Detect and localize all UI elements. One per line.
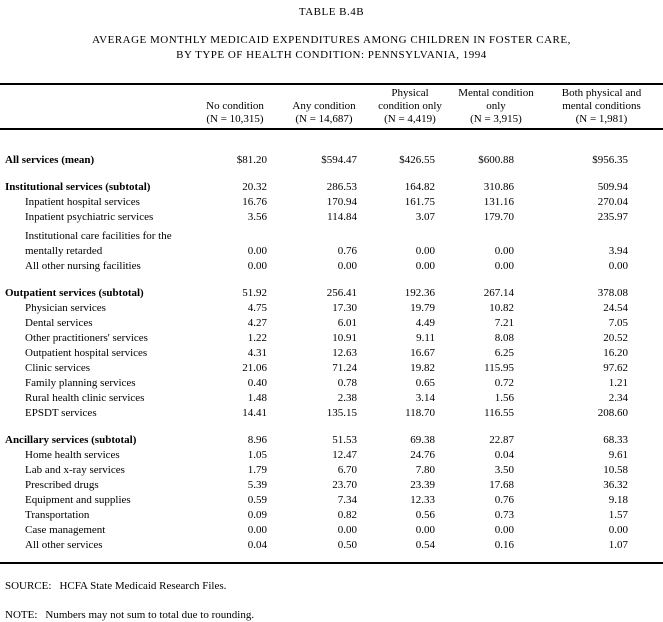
source-footnote — [5, 579, 663, 594]
cell-value: 12.63 — [332, 347, 357, 359]
row-label: All other nursing facilities — [25, 260, 141, 272]
row-label: EPSDT services — [25, 407, 97, 419]
cell-value: 114.84 — [327, 211, 357, 223]
cell-value: 4.27 — [247, 317, 267, 329]
table-subtitle — [0, 33, 663, 62]
row-label: Outpatient services (subtotal) — [5, 287, 144, 299]
cell-value: 170.94 — [326, 196, 357, 208]
table-title: TABLE B.4B — [298, 6, 365, 18]
source-label: SOURCE: — [5, 580, 52, 592]
cell-value: 0.00 — [494, 524, 514, 536]
cell-value: 4.49 — [415, 317, 435, 329]
cell-value: 19.82 — [410, 362, 435, 374]
table-row — [0, 391, 663, 406]
column-header-line: (N = 1,981) — [575, 113, 628, 125]
row-label: Other practitioners' services — [25, 332, 148, 344]
cell-value: 164.82 — [404, 181, 435, 193]
cell-value: 10.82 — [489, 302, 514, 314]
cell-value: $426.55 — [399, 154, 435, 166]
cell-value: 161.75 — [404, 196, 435, 208]
row-label: Ancillary services (subtotal) — [5, 434, 137, 446]
table-row — [0, 153, 663, 168]
table-row — [0, 195, 663, 210]
cell-value: 17.30 — [332, 302, 357, 314]
cell-value: 24.76 — [410, 449, 435, 461]
cell-value: 7.34 — [337, 494, 357, 506]
row-label: Inpatient psychiatric services — [25, 211, 154, 223]
row-label: Institutional services (subtotal) — [5, 181, 151, 193]
column-header-line: (N = 14,687) — [295, 113, 353, 125]
cell-value: 0.00 — [608, 260, 628, 272]
cell-value: 9.11 — [416, 332, 435, 344]
table-row — [0, 463, 663, 478]
table-header — [0, 83, 663, 130]
cell-value: 256.41 — [326, 287, 357, 299]
cell-value: 16.20 — [603, 347, 628, 359]
note-text: Numbers may not sum to total due to rounding. — [45, 609, 255, 621]
note-label: NOTE: — [5, 609, 38, 621]
row-label: Prescribed drugs — [25, 479, 99, 491]
cell-value: 17.68 — [489, 479, 514, 491]
cell-value: 51.53 — [332, 434, 357, 446]
table-row — [0, 508, 663, 523]
table-row — [0, 229, 663, 259]
row-label: Lab and x-ray services — [25, 464, 125, 476]
table-row — [0, 210, 663, 225]
table-header-row — [0, 87, 663, 126]
cell-value: 9.18 — [608, 494, 628, 506]
cell-value: 6.01 — [337, 317, 357, 329]
cell-value: 36.32 — [603, 479, 628, 491]
table-row — [0, 301, 663, 316]
column-header-line: (N = 3,915) — [470, 113, 522, 125]
cell-value: 0.04 — [247, 539, 267, 551]
cell-value: 24.54 — [603, 302, 628, 314]
cell-value: 7.05 — [608, 317, 628, 329]
cell-value: 3.14 — [415, 392, 435, 404]
column-header-line: Any condition — [292, 100, 356, 112]
table-row — [0, 376, 663, 391]
cell-value: 0.00 — [247, 524, 267, 536]
table-row — [0, 259, 663, 274]
cell-value: 20.52 — [603, 332, 628, 344]
cell-value: 10.58 — [603, 464, 628, 476]
cell-value: 0.00 — [415, 524, 435, 536]
cell-value: $600.88 — [478, 154, 514, 166]
table-row — [0, 448, 663, 463]
column-header-line: (N = 10,315) — [206, 113, 264, 125]
row-label: All other services — [25, 539, 103, 551]
cell-value: 0.54 — [415, 539, 435, 551]
column-header-line: No condition — [206, 100, 264, 112]
cell-value: 0.40 — [247, 377, 267, 389]
cell-value: 4.75 — [247, 302, 267, 314]
cell-value: 0.09 — [247, 509, 267, 521]
cell-value: 1.07 — [608, 539, 628, 551]
column-header-line: Physical — [391, 87, 429, 99]
table-row — [0, 361, 663, 376]
cell-value: 267.14 — [483, 287, 514, 299]
cell-value: 115.95 — [484, 362, 514, 374]
cell-value: 1.22 — [247, 332, 267, 344]
column-header-line: condition only — [378, 100, 442, 112]
cell-value: 0.00 — [415, 245, 435, 257]
column-header-mental-only — [452, 87, 540, 126]
row-label: Inpatient hospital services — [25, 196, 140, 208]
cell-value: 0.00 — [337, 260, 357, 272]
cell-value: 23.70 — [332, 479, 357, 491]
cell-value: 0.82 — [337, 509, 357, 521]
cell-value: 1.56 — [494, 392, 514, 404]
cell-value: 0.56 — [415, 509, 435, 521]
cell-value: 2.38 — [337, 392, 357, 404]
cell-value: 286.53 — [326, 181, 357, 193]
cell-value: 3.94 — [608, 245, 628, 257]
table-row — [0, 180, 663, 195]
cell-value: 118.70 — [405, 407, 435, 419]
table-row — [0, 331, 663, 346]
column-header-line: mental conditions — [562, 100, 641, 112]
table-row — [0, 493, 663, 508]
cell-value: 21.06 — [242, 362, 267, 374]
row-label: Case management — [25, 524, 106, 536]
cell-value: 51.92 — [242, 287, 267, 299]
cell-value: 20.32 — [242, 181, 267, 193]
table-row — [0, 523, 663, 538]
cell-value: 0.59 — [247, 494, 267, 506]
cell-value: 135.15 — [326, 407, 357, 419]
cell-value: 0.76 — [337, 245, 357, 257]
cell-value: 23.39 — [410, 479, 435, 491]
cell-value: 7.80 — [415, 464, 435, 476]
cell-value: 131.16 — [483, 196, 514, 208]
table-row — [0, 286, 663, 301]
row-label: Home health services — [25, 449, 120, 461]
cell-value: 14.41 — [242, 407, 267, 419]
cell-value: 0.00 — [247, 260, 267, 272]
cell-value: 310.86 — [483, 181, 514, 193]
row-label: Institutional care facilities for the mentally retarded — [25, 230, 172, 257]
cell-value: 509.94 — [597, 181, 628, 193]
cell-value: 8.96 — [247, 434, 267, 446]
table-row — [0, 433, 663, 448]
table-row — [0, 346, 663, 361]
cell-value: 71.24 — [332, 362, 357, 374]
cell-value: 3.56 — [247, 211, 267, 223]
cell-value: 0.65 — [415, 377, 435, 389]
cell-value: 192.36 — [404, 287, 435, 299]
cell-value: 1.48 — [247, 392, 267, 404]
cell-value: 16.67 — [410, 347, 435, 359]
column-header-both-conditions — [540, 87, 663, 126]
row-label: Outpatient hospital services — [25, 347, 148, 359]
cell-value: 116.55 — [484, 407, 514, 419]
row-label: Family planning services — [25, 377, 136, 389]
cell-value: 8.08 — [494, 332, 514, 344]
cell-value: 10.91 — [332, 332, 357, 344]
cell-value: 0.78 — [337, 377, 357, 389]
cell-value: 1.57 — [608, 509, 628, 521]
cell-value: 208.60 — [597, 407, 628, 419]
column-header-line: (N = 4,419) — [384, 113, 436, 125]
subtitle-line-2: BY TYPE OF HEALTH CONDITION: PENNSYLVANIA, 1994 — [176, 48, 487, 61]
cell-value: 2.34 — [608, 392, 628, 404]
cell-value: 97.62 — [603, 362, 628, 374]
cell-value: 19.79 — [410, 302, 435, 314]
row-label: All services (mean) — [5, 154, 95, 166]
cell-value: 235.97 — [597, 211, 628, 223]
row-label: Transportation — [25, 509, 90, 521]
cell-value: 6.70 — [337, 464, 357, 476]
cell-value: 378.08 — [597, 287, 628, 299]
footnotes — [0, 579, 663, 622]
cell-value: 16.76 — [242, 196, 267, 208]
cell-value: 179.70 — [483, 211, 514, 223]
cell-value: 0.00 — [608, 524, 628, 536]
subtitle-line-1: AVERAGE MONTHLY MEDICAID EXPENDITURES AMONG CHILDREN IN FOSTER CARE, — [92, 34, 571, 46]
cell-value: 12.47 — [332, 449, 357, 461]
cell-value: 68.33 — [603, 434, 628, 446]
row-label: Equipment and supplies — [25, 494, 131, 506]
cell-value: 0.73 — [494, 509, 514, 521]
cell-value: 7.21 — [494, 317, 514, 329]
cell-value: 0.76 — [494, 494, 514, 506]
table-row — [0, 406, 663, 421]
cell-value: 0.04 — [494, 449, 514, 461]
column-header-physical-only — [368, 87, 452, 126]
cell-value: 270.04 — [597, 196, 628, 208]
cell-value: 6.25 — [494, 347, 514, 359]
cell-value: 12.33 — [410, 494, 435, 506]
note-footnote — [5, 608, 663, 622]
row-label: Rural health clinic services — [25, 392, 145, 404]
column-header-line: Mental condition — [458, 87, 534, 99]
cell-value: $594.47 — [321, 154, 357, 166]
cell-value: 22.87 — [489, 434, 514, 446]
cell-value: 1.21 — [608, 377, 628, 389]
cell-value: 0.50 — [337, 539, 357, 551]
cell-value: 3.07 — [415, 211, 435, 223]
expenditures-table — [0, 83, 663, 564]
cell-value: 0.16 — [494, 539, 514, 551]
cell-value: 0.00 — [247, 245, 267, 257]
cell-value: 3.50 — [494, 464, 514, 476]
cell-value: 0.00 — [337, 524, 357, 536]
cell-value: $956.35 — [592, 154, 628, 166]
row-label: Clinic services — [25, 362, 91, 374]
cell-value: 5.39 — [247, 479, 267, 491]
column-header-line: Both physical and — [561, 87, 642, 99]
cell-value: 4.31 — [247, 347, 267, 359]
cell-value: 0.00 — [494, 260, 514, 272]
table-row — [0, 316, 663, 331]
cell-value: 1.05 — [247, 449, 267, 461]
cell-value: 0.00 — [494, 245, 514, 257]
cell-value: 69.38 — [410, 434, 435, 446]
cell-value: 0.00 — [415, 260, 435, 272]
table-body — [0, 130, 663, 564]
cell-value: 1.79 — [247, 464, 267, 476]
cell-value: 9.61 — [608, 449, 628, 461]
source-text: HCFA State Medicaid Research Files. — [59, 580, 227, 592]
row-label: Physician services — [25, 302, 106, 314]
cell-value: 0.72 — [494, 377, 514, 389]
column-header-no-condition — [190, 100, 280, 126]
table-row — [0, 538, 663, 553]
row-label: Dental services — [25, 317, 93, 329]
table-row — [0, 478, 663, 493]
column-header-line: only — [486, 100, 506, 112]
column-header-any-condition — [280, 100, 368, 126]
cell-value: $81.20 — [236, 154, 267, 166]
